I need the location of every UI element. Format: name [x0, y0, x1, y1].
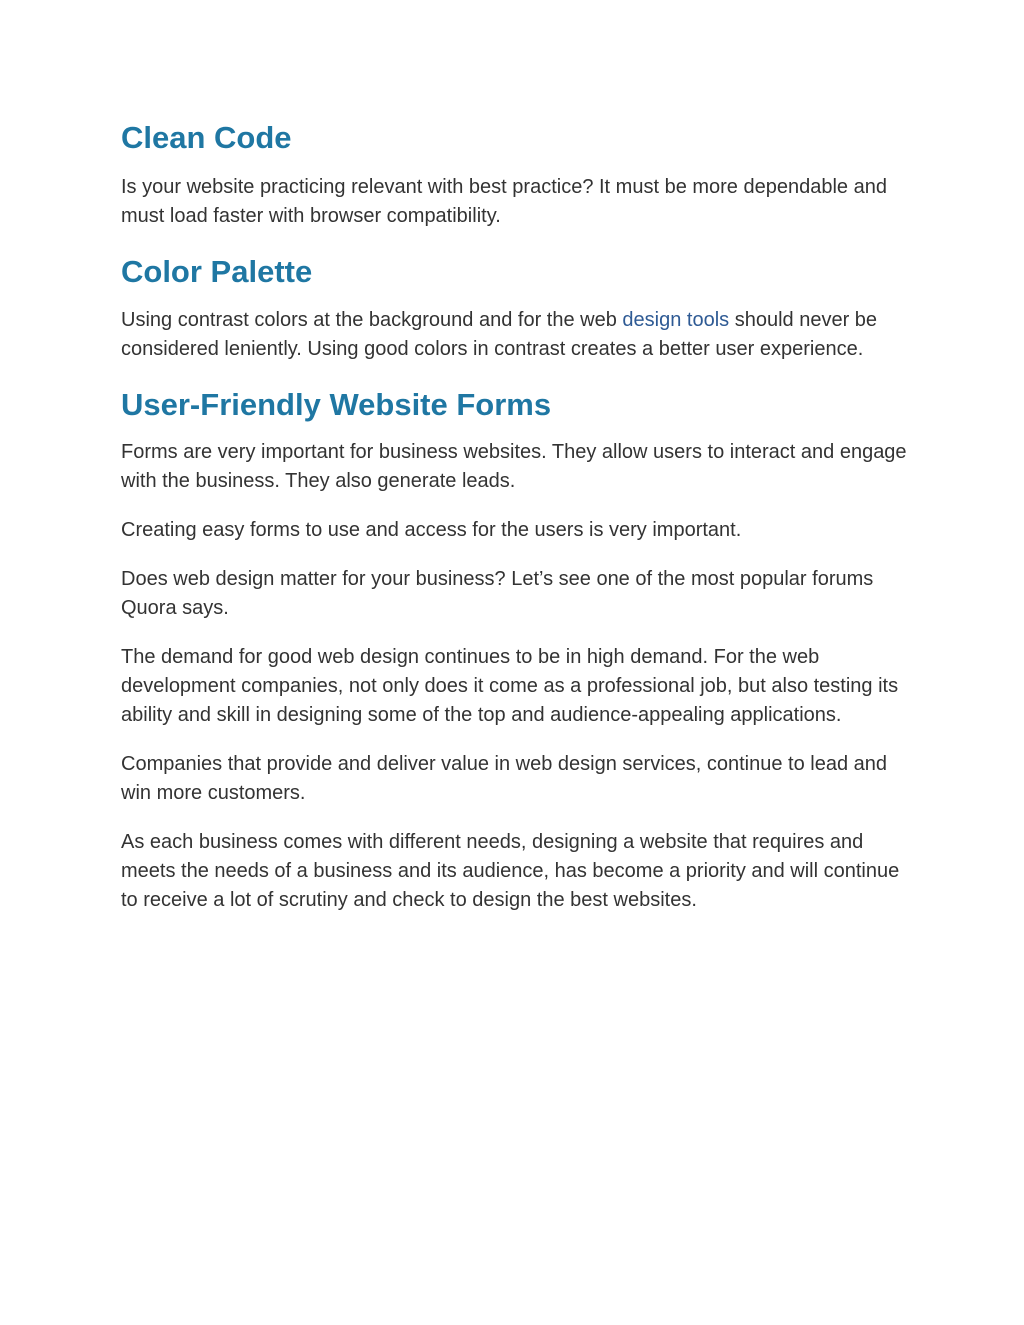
document-page — [121, 118, 921, 915]
forms-paragraph-4: The demand for good web design continues to be in high demand. For the web development companies, not only does it come as a professional job, but also testing its ability and skill in designing some of the top and audience-appealing applications. — [121, 646, 899, 726]
color-palette-text-after-link: should never be considered leniently. Using good colors in contrast creates a better user experience. — [121, 309, 878, 360]
clean-code-paragraph: Is your website practicing relevant with best practice? It must be more dependable and must load faster with browser compatibility. — [121, 176, 887, 227]
color-palette-heading: Color Palette — [121, 254, 313, 289]
color-palette-text-before-link: Using contrast colors at the background and for the web — [121, 309, 623, 331]
forms-paragraph-6: As each business comes with different needs, designing a website that requires and meets the needs of a business and its audience, has become a priority and will continue to receive a lot of scrutiny and check to design the best websites. — [121, 831, 900, 911]
forms-paragraph-3: Does web design matter for your business? Let’s see one of the most popular forums Quora says. — [121, 568, 874, 619]
design-tools-link[interactable]: design tools — [622, 309, 730, 331]
forms-paragraph-2: Creating easy forms to use and access for the users is very important. — [121, 519, 742, 541]
clean-code-heading: Clean Code — [121, 120, 292, 155]
forms-paragraph-1: Forms are very important for business websites. They allow users to interact and engage with the business. They also generate leads. — [121, 441, 907, 492]
forms-heading: User-Friendly Website Forms — [121, 387, 552, 422]
forms-paragraph-5: Companies that provide and deliver value in web design services, continue to lead and win more customers. — [121, 753, 888, 804]
color-palette-paragraph — [121, 306, 921, 364]
